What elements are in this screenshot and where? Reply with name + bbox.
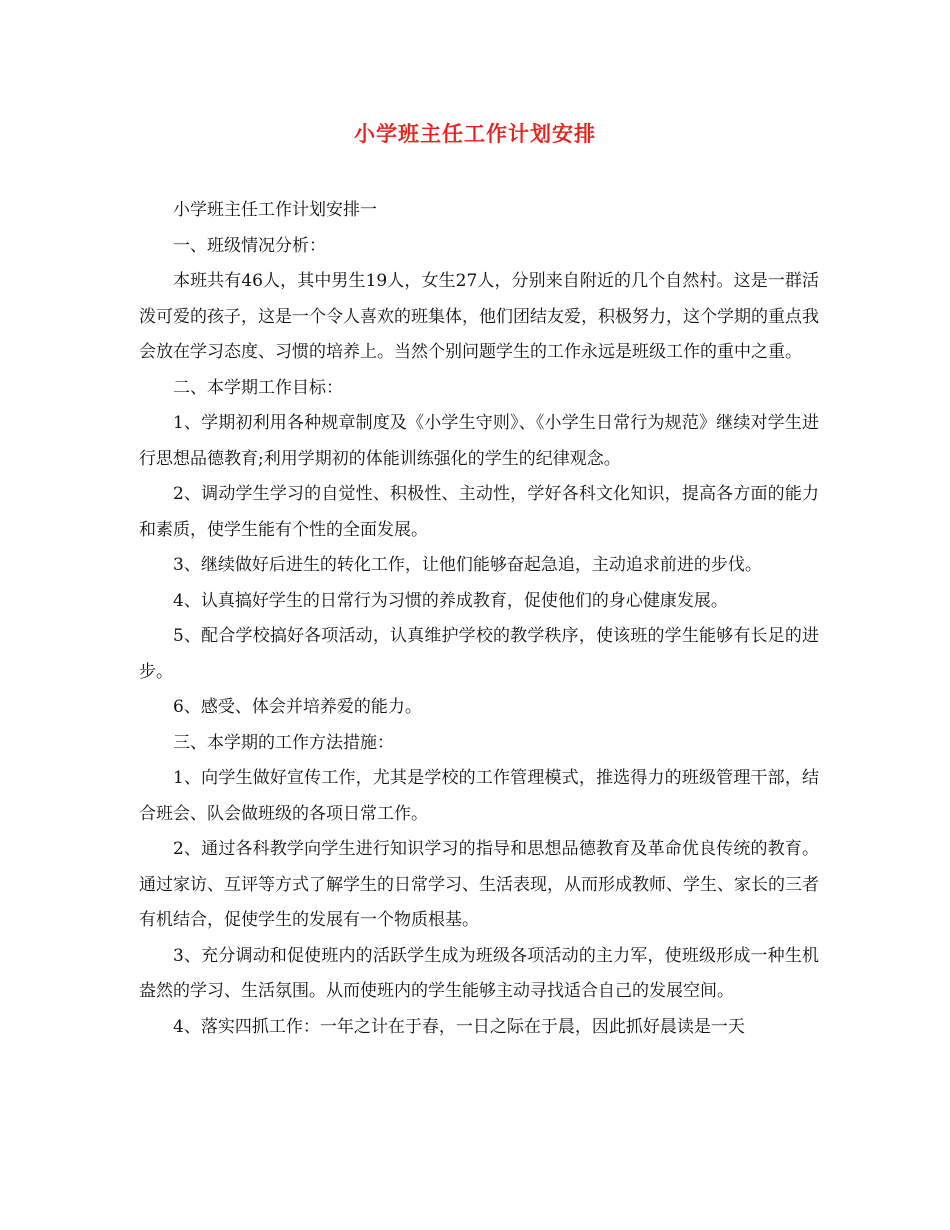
paragraph: 4、认真搞好学生的日常行为习惯的养成教育，促使他们的身心健康发展。 [173,590,728,611]
paragraph: 小学班主任工作计划安排一 [173,200,377,220]
paragraph: 1、学期初利用各种规章制度及《小学生守则》、《小学生日常行为规范》继续对学生进行思想品德教育;利用学期初的体能训练强化的学生的纪律观念。 [139,413,819,469]
paragraph: 3、继续做好后进生的转化工作，让他们能够奋起急追，主动追求前进的步伐。 [173,555,762,575]
document-title: 小学班主任工作计划安排 [354,121,596,146]
paragraph: 一、班级情况分析： [173,235,326,256]
paragraph: 4、落实四抓工作：一年之计在于春，一日之际在于晨，因此抓好晨读是一天 [173,1016,745,1037]
paragraph: 三、本学期的工作方法措施： [173,732,394,753]
document-body [139,193,819,1045]
paragraph: 2、通过各科教学向学生进行知识学习的指导和思想品德教育及革命优良传统的教育。通过家访、互评等方式了解学生的日常学习、生活表现，从而形成教师、学生、家长的三者有机结合，促使学生的发展有一个物质根基。 [139,839,819,930]
paragraph: 3、充分调动和促使班内的活跃学生成为班级各项活动的主力军，使班级形成一种生机盎然的学习、生活氛围。从而使班内的学生能够主动寻找适合自己的发展空间。 [139,945,819,1001]
paragraph: 2、调动学生学习的自觉性、积极性、主动性，学好各科文化知识，提高各方面的能力和素质，使学生能有个性的全面发展。 [139,484,819,540]
paragraph: 6、感受、体会并培养爱的能力。 [173,697,422,717]
paragraph: 二、本学期工作目标： [173,377,343,398]
paragraph: 5、配合学校搞好各项活动，认真维护学校的教学秩序，使该班的学生能够有长足的进步。 [139,626,819,682]
paragraph: 本班共有46人，其中男生19人，女生27人，分别来自附近的几个自然村。这是一群活泼可爱的孩子，这是一个令人喜欢的班集体，他们团结友爱，积极努力，这个学期的重点我会放在学习态度、习惯的培养上。当然个别问题学生的工作永远是班级工作的重中之重。 [139,271,819,362]
paragraph: 1、向学生做好宣传工作，尤其是学校的工作管理模式，推选得力的班级管理干部，结合班会、队会做班级的各项日常工作。 [139,768,819,824]
